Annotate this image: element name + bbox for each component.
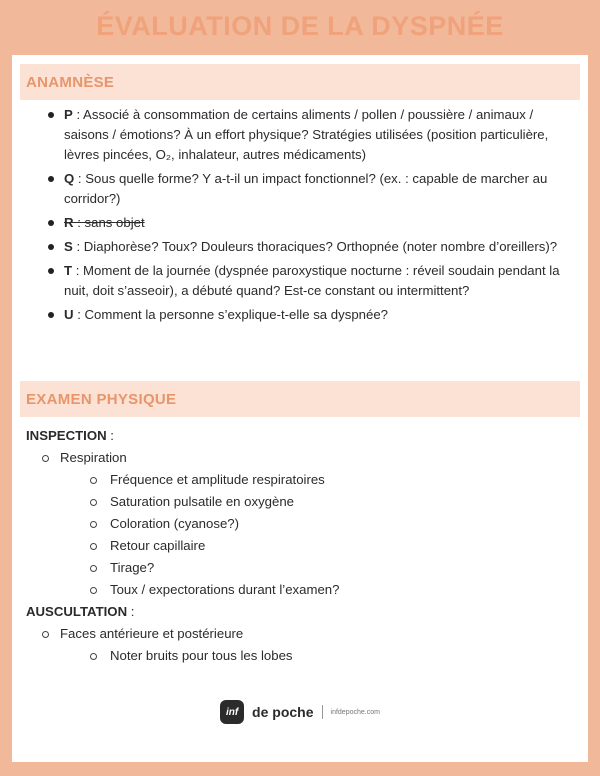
- letter-r: R: [64, 215, 74, 230]
- text-u: : Comment la personne s’explique-t-elle sa dyspnée?: [73, 307, 389, 322]
- auscultation-item: Noter bruits pour tous les lobes: [26, 645, 576, 667]
- list-item-p: [48, 105, 578, 165]
- auscultation-heading: [26, 601, 576, 623]
- letter-u: U: [64, 307, 74, 322]
- auscultation-colon: :: [127, 604, 135, 619]
- section-title-anamnese: ANAMNÈSE: [26, 74, 115, 91]
- letter-p: P: [64, 107, 73, 122]
- page-title: ÉVALUATION DE LA DYSPNÉE: [96, 11, 504, 41]
- footer-divider: [322, 705, 323, 719]
- letter-q: Q: [64, 171, 75, 186]
- inspection-item: Saturation pulsatile en oxygène: [26, 491, 576, 513]
- list-item-u: [48, 305, 578, 325]
- inspection-sub: Respiration: [26, 447, 576, 469]
- inspection-heading: [26, 425, 576, 447]
- text-q: : Sous quelle forme? Y a-t-il un impact fonctionnel? (ex. : capable de marcher au corridor?): [64, 171, 548, 206]
- footer: [12, 697, 588, 727]
- list-item-t: [48, 261, 578, 301]
- footer-site-link[interactable]: infdepoche.com: [330, 708, 380, 716]
- document-page: [12, 55, 588, 762]
- logo-icon: inf: [220, 700, 244, 724]
- auscultation-sub: Faces antérieure et postérieure: [26, 623, 576, 645]
- list-item-s: [48, 237, 578, 257]
- letter-t: T: [64, 263, 73, 278]
- inspection-label: INSPECTION: [26, 428, 107, 443]
- section-title-examen: EXAMEN PHYSIQUE: [26, 391, 177, 408]
- letter-s: S: [64, 239, 73, 254]
- list-item-q: [48, 169, 578, 209]
- text-t: : Moment de la journée (dyspnée paroxystique nocturne : réveil soudain pendant la nuit, doit s’asseoir), a débuté quand? Est-ce constant ou intermittent?: [64, 263, 560, 298]
- inspection-item: Toux / expectorations durant l’examen?: [26, 579, 576, 601]
- inspection-item: Retour capillaire: [26, 535, 576, 557]
- inspection-colon: :: [106, 428, 114, 443]
- auscultation-label: AUSCULTATION: [26, 604, 128, 619]
- section-header-anamnese: [20, 64, 580, 100]
- anamnese-list: [48, 105, 578, 329]
- inspection-item: Coloration (cyanose?): [26, 513, 576, 535]
- text-p: : Associé à consommation de certains aliments / pollen / poussière / animaux / saisons / émotions? À un effort physique? Stratégies utilisées (position particulière, lèvres pincées, O₂, inhalateur, autres médicaments): [64, 107, 549, 162]
- inspection-item: Tirage?: [26, 557, 576, 579]
- inspection-block: [26, 425, 576, 667]
- text-s: : Diaphorèse? Toux? Douleurs thoraciques? Orthopnée (noter nombre d’oreillers)?: [72, 239, 558, 254]
- inspection-item: Fréquence et amplitude respiratoires: [26, 469, 576, 491]
- section-header-examen: [20, 381, 580, 417]
- list-item-r: [48, 213, 578, 233]
- text-r: : sans objet: [73, 215, 145, 230]
- logo-text: de poche: [252, 704, 314, 720]
